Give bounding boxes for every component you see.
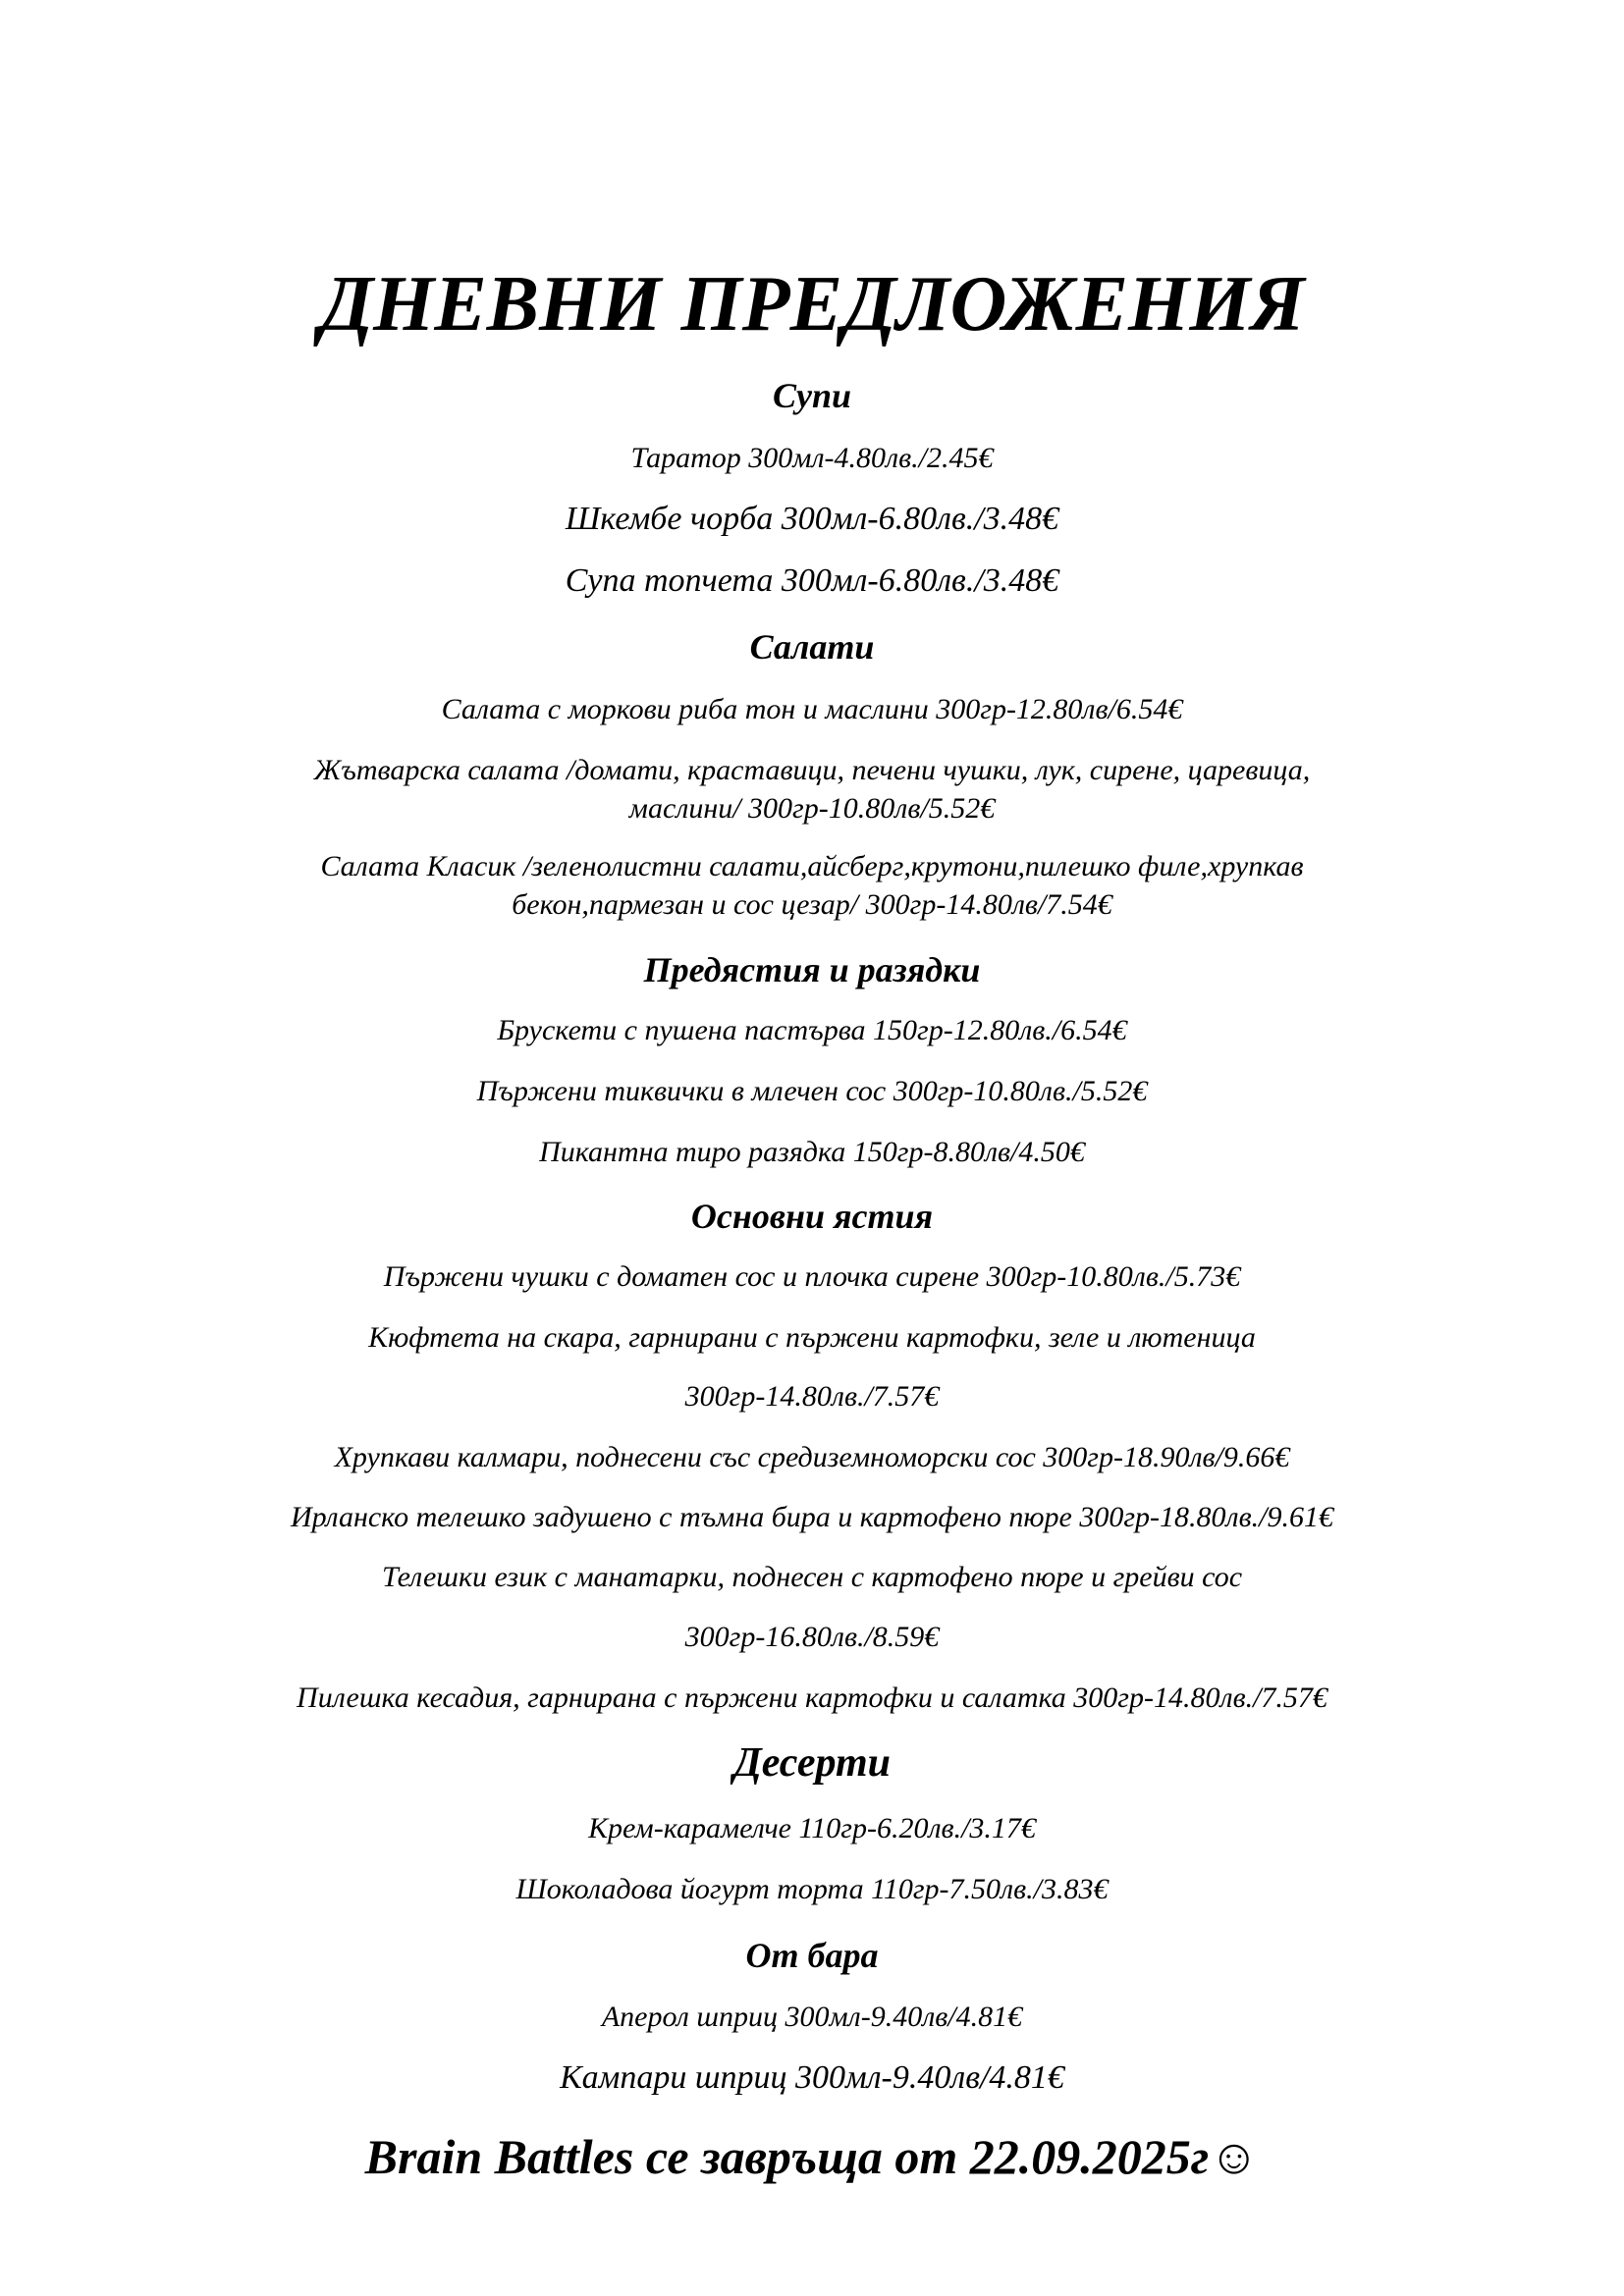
section-heading-salads: Салати (749, 627, 875, 667)
footer-announcement: Brain Battles се завръща от 22.09.2025г☺ (364, 2129, 1260, 2184)
menu-item: Пържени тиквички в млечен сос 300гр-10.80лв./5.52€ (476, 1075, 1148, 1107)
menu-item: Салата Класик /зеленолистни салати,айсберг,крутони,пилешко филе,хрупкав (320, 850, 1304, 882)
menu-item: бекон,пармезан и сос цезар/ 300гр-14.80лв/7.54€ (512, 888, 1112, 921)
menu-item: Пилешка кесадия, гарнирана с пържени картофки и салатка 300гр-14.80лв./7.57€ (297, 1682, 1327, 1714)
menu-item: Кампари шприц 300мл-9.40лв/4.81€ (560, 2059, 1064, 2096)
menu-item: Крем-карамелче 110гр-6.20лв./3.17€ (588, 1812, 1036, 1844)
menu-item: Кюфтета на скара, гарнирани с пържени картофки, зеле и лютеница (368, 1321, 1256, 1354)
menu-item: Шоколадова йогурт торта 110гр-7.50лв./3.83€ (515, 1873, 1109, 1905)
menu-item: Телешки език с манатарки, поднесен с картофено пюре и грейви сос (381, 1561, 1243, 1593)
section-heading-desserts: Десерти (733, 1740, 891, 1786)
page-title: ДНЕВНИ ПРЕДЛОЖЕНИЯ (319, 261, 1305, 347)
menu-item: Жътварска салата /домати, краставици, печени чушки, лук, сирене, царевица, (313, 754, 1311, 786)
menu-item: Шкембе чорба 300мл-6.80лв./3.48€ (565, 501, 1059, 537)
menu-item: Пикантна тиро разядка 150гр-8.80лв/4.50€ (539, 1136, 1085, 1168)
menu-item: Супа топчета 300мл-6.80лв./3.48€ (565, 562, 1059, 599)
section-heading-mains: Основни ястия (690, 1197, 934, 1236)
menu-item: 300гр-16.80лв./8.59€ (684, 1621, 940, 1653)
section-heading-starters: Предястия и разядки (643, 950, 981, 989)
menu-item: Ирланско телешко задушено с тъмна бира и картофено пюре 300гр-18.80лв./9.61€ (291, 1501, 1333, 1533)
section-heading-soups: Супи (772, 376, 852, 415)
menu-item: Аперол шприц 300мл-9.40лв/4.81€ (601, 2001, 1023, 2033)
menu-item: Хрупкави калмари, поднесени със средиземноморски сос 300гр-18.90лв/9.66€ (334, 1441, 1290, 1473)
menu-item: 300гр-14.80лв./7.57€ (684, 1380, 940, 1413)
menu-item: Салата с моркови риба тон и маслини 300гр-12.80лв/6.54€ (441, 693, 1183, 725)
menu-item: маслини/ 300гр-10.80лв/5.52€ (628, 792, 996, 825)
menu-item: Таратор 300мл-4.80лв./2.45€ (630, 442, 994, 474)
menu-item: Пържени чушки с доматен сос и плочка сирене 300гр-10.80лв./5.73€ (383, 1260, 1241, 1293)
menu-item: Брускети с пушена пастърва 150гр-12.80лв./6.54€ (497, 1014, 1127, 1046)
section-heading-bar: От бара (745, 1936, 879, 1975)
